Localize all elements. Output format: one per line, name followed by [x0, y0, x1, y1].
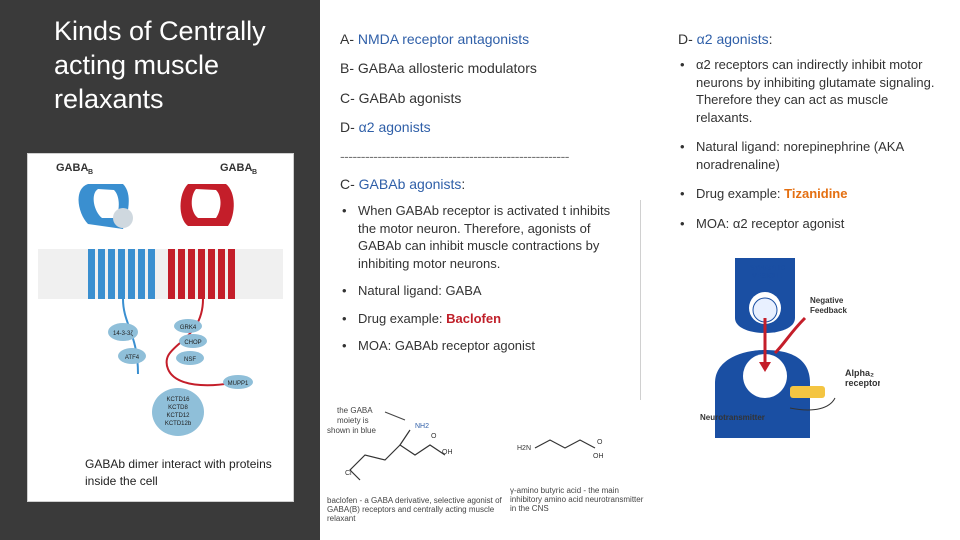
- svg-text:receptor: receptor: [845, 378, 880, 388]
- alpha2-heading: D- α2 agonists:: [678, 31, 773, 47]
- alpha2-bullet-ligand: • Natural ligand: norepinephrine (AKA noradrenaline): [678, 138, 938, 173]
- svg-text:ATF4: ATF4: [124, 355, 140, 361]
- alpha2-synapse-figure: [695, 258, 880, 438]
- alpha2-bullet-drug: • Drug example: Tizanidine: [678, 185, 938, 203]
- gabab-dimer-diagram: [28, 154, 293, 501]
- gaba-ligand-left: [113, 208, 133, 228]
- protein-kctd: [152, 388, 204, 436]
- left-transmembrane-helices: [88, 249, 155, 299]
- gabab-bullet-mechanism: • When GABAb receptor is activated t inhibits the motor neuron. Therefore, agonists of GABAb can inhibit muscle contractions by inhibiting motor neurons.: [340, 202, 615, 272]
- gaba-right-label: GABA: [220, 162, 253, 174]
- column-divider: [640, 200, 641, 400]
- type-c: C- GABAb agonists: [340, 89, 462, 106]
- alpha2-section: [678, 28, 938, 244]
- svg-text:MUPP1: MUPP1: [227, 381, 249, 387]
- gabab-bullet-drug: • Drug example: Baclofen: [340, 310, 615, 328]
- svg-text:Cl: Cl: [345, 470, 352, 477]
- gaba-caption: γ-amino butyric acid - the main inhibitory amino acid neurotransmitter in the CNS: [510, 486, 644, 513]
- svg-text:KCTD12: KCTD12: [166, 413, 190, 419]
- alpha2-receptor-label: Alpha₂: [845, 368, 874, 378]
- gaba-left-sub: B: [88, 169, 94, 176]
- right-transmembrane-helices: [168, 249, 235, 299]
- svg-text:KCTD16: KCTD16: [166, 397, 190, 403]
- gabab-section: [340, 176, 615, 365]
- svg-text:14-3-3ζ: 14-3-3ζ: [113, 331, 133, 337]
- types-list: [340, 28, 625, 145]
- chemical-structures-figure: [325, 400, 655, 530]
- svg-text:GRK4: GRK4: [179, 325, 197, 331]
- svg-text:O: O: [431, 433, 437, 440]
- svg-text:VESICLE: VESICLE: [752, 273, 782, 280]
- neurotransmitter-label: Neurotransmitter: [700, 413, 765, 422]
- svg-text:CHOP: CHOP: [184, 340, 202, 346]
- baclofen-skeleton: [400, 430, 445, 455]
- baclofen-caption: baclofen - a GABA derivative, selective agonist of GABA(B) receptors and centrally acting muscle relaxant: [327, 496, 502, 523]
- svg-text:NSF: NSF: [184, 357, 196, 363]
- svg-text:moiety is: moiety is: [337, 416, 369, 425]
- synaptic-vesicle-label: SYNAPTIC: [750, 265, 786, 272]
- alpha2-bullet-mechanism: • α2 receptors can indirectly inhibit motor neurons by inhibiting glutamate signaling. Therefore they can act as muscle relaxants.: [678, 56, 938, 126]
- gabab-bullet-ligand: • Natural ligand: GABA: [340, 282, 615, 300]
- negative-feedback-label: Negative: [810, 296, 844, 305]
- slide-title: Kinds of Centrally acting muscle relaxants: [54, 16, 266, 114]
- svg-text:KCTD8: KCTD8: [168, 405, 188, 411]
- note-arrow: [385, 412, 405, 420]
- svg-text:NH2: NH2: [415, 423, 430, 430]
- svg-text:OH: OH: [593, 453, 604, 460]
- gabab-bullet-moa: • MOA: GABAb receptor agonist: [340, 337, 615, 355]
- alpha2-receptor-shape: [790, 386, 825, 398]
- alpha2-bullet-moa: • MOA: α2 receptor agonist: [678, 215, 938, 233]
- gaba-skeleton: [535, 440, 595, 448]
- gabab-figure-caption: GABAb dimer interact with proteins inside the cell: [85, 457, 272, 488]
- svg-text:KCTD12b: KCTD12b: [164, 421, 192, 427]
- type-d: D- α2 agonists: [340, 118, 431, 135]
- membrane: [38, 249, 283, 299]
- gaba-right-sub: B: [252, 169, 258, 176]
- type-a: A- NMDA receptor antagonists: [340, 31, 530, 47]
- svg-text:O: O: [597, 439, 603, 446]
- type-b: B- GABAa allosteric modulators: [340, 60, 537, 77]
- gaba-left-label: GABA: [56, 162, 89, 174]
- svg-text:H2N: H2N: [517, 445, 532, 452]
- gabab-dimer-figure: [27, 153, 294, 502]
- gaba-moiety-note: the GABA: [337, 406, 373, 415]
- alpha2-synapse-diagram: [695, 258, 880, 438]
- gabab-heading: C- GABAb agonists:: [340, 176, 466, 192]
- svg-text:Feedback: Feedback: [810, 306, 847, 315]
- svg-text:shown in blue: shown in blue: [327, 426, 376, 435]
- svg-text:OH: OH: [442, 449, 453, 456]
- section-divider: -------------------------------------------------------: [340, 148, 569, 164]
